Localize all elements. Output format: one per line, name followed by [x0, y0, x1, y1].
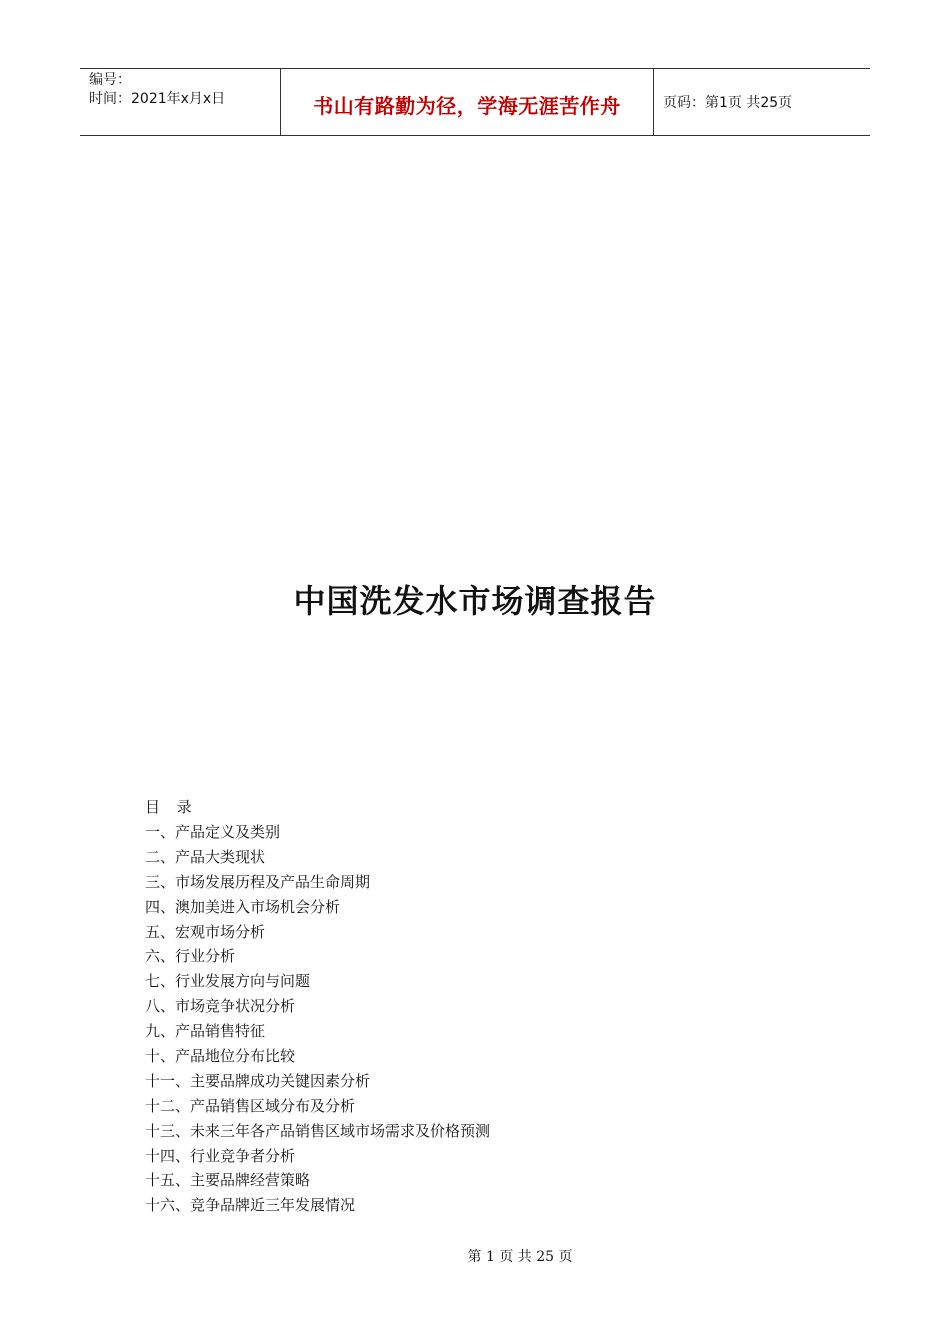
- header-page-cell: [654, 69, 870, 135]
- document-title: 中国洗发水市场调查报告: [293, 582, 657, 620]
- toc-item: 十、产品地位分布比较: [145, 1047, 296, 1066]
- toc-item: 十一、主要品牌成功关键因素分析: [145, 1071, 371, 1090]
- number-label: 编号：: [89, 72, 131, 88]
- toc-item: 七、行业发展方向与问题: [145, 972, 311, 991]
- time-label: 时间：2021年x月x日: [89, 91, 226, 107]
- toc-item: 九、产品销售特征: [145, 1022, 266, 1041]
- page-footer: [0, 1246, 950, 1266]
- toc-item: 八、市场竞争状况分析: [145, 997, 296, 1016]
- toc-heading: 目 录: [145, 798, 198, 816]
- motto-text: 书山有路勤为径，学海无涯苦作舟: [313, 93, 621, 118]
- page-info: 页码：第1页 共25页: [663, 95, 793, 111]
- toc-item: 五、宏观市场分析: [145, 922, 266, 941]
- toc-item: 十三、未来三年各产品销售区域市场需求及价格预测: [145, 1121, 491, 1140]
- header-meta-cell: [80, 69, 281, 135]
- table-of-contents: [145, 797, 490, 1220]
- page-header: [80, 68, 870, 136]
- toc-item: 一、产品定义及类别: [145, 823, 281, 841]
- toc-item: 十五、主要品牌经营策略: [145, 1171, 311, 1190]
- toc-item: 十二、产品销售区域分布及分析: [145, 1096, 356, 1115]
- toc-item: 三、市场发展历程及产品生命周期: [145, 872, 371, 891]
- footer-page-number: 第 1 页 共 25 页: [467, 1249, 573, 1265]
- header-motto-cell: [281, 69, 654, 135]
- toc-item: 四、澳加美进入市场机会分析: [145, 897, 341, 916]
- toc-item: 六、行业分析: [145, 947, 236, 966]
- toc-item: 十四、行业竞争者分析: [145, 1146, 296, 1165]
- toc-item: 十六、竞争品牌近三年发展情况: [145, 1196, 356, 1215]
- toc-item: 二、产品大类现状: [145, 847, 266, 866]
